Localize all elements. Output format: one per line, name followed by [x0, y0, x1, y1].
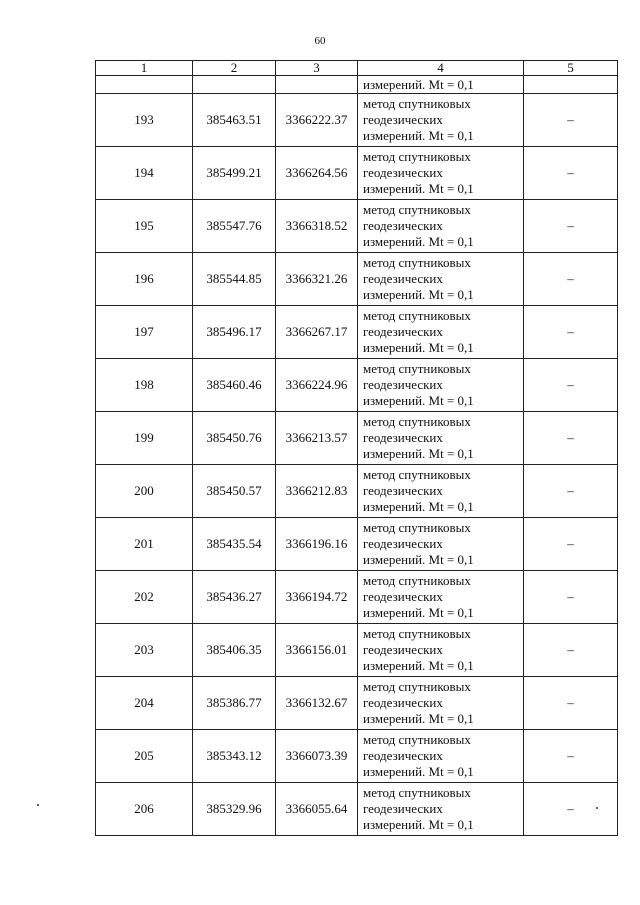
x-coordinate-cell: 385544.85 — [193, 253, 276, 306]
method-cell — [358, 306, 524, 359]
method-line: измерений. Mt = 0,1 — [363, 446, 474, 461]
method-line: геодезических — [363, 218, 443, 233]
note-cell: – — [524, 253, 618, 306]
x-coordinate-cell: 385435.54 — [193, 518, 276, 571]
cont-cell-2 — [193, 76, 276, 94]
note-cell: – — [524, 518, 618, 571]
method-line: метод спутниковых — [363, 202, 471, 217]
method-line: измерений. Mt = 0,1 — [363, 234, 474, 249]
table-row — [96, 359, 618, 412]
method-line: измерений. Mt = 0,1 — [363, 711, 474, 726]
method-line: метод спутниковых — [363, 732, 471, 747]
header-cell-3: 3 — [276, 61, 358, 76]
method-line: геодезических — [363, 324, 443, 339]
method-line: измерений. Mt = 0,1 — [363, 181, 474, 196]
method-line: измерений. Mt = 0,1 — [363, 393, 474, 408]
method-line: геодезических — [363, 589, 443, 604]
y-coordinate-cell: 3366213.57 — [276, 412, 358, 465]
method-line: метод спутниковых — [363, 785, 471, 800]
y-coordinate-cell: 3366073.39 — [276, 730, 358, 783]
y-coordinate-cell: 3366321.26 — [276, 253, 358, 306]
table-row — [96, 730, 618, 783]
method-line: измерений. Mt = 0,1 — [363, 499, 474, 514]
x-coordinate-cell: 385496.17 — [193, 306, 276, 359]
cont-method-text: измерений. Mt = 0,1 — [363, 77, 474, 92]
method-line: измерений. Mt = 0,1 — [363, 817, 474, 832]
method-cell — [358, 677, 524, 730]
y-coordinate-cell: 3366156.01 — [276, 624, 358, 677]
x-coordinate-cell: 385386.77 — [193, 677, 276, 730]
table-row — [96, 200, 618, 253]
table-row — [96, 783, 618, 836]
x-coordinate-cell: 385406.35 — [193, 624, 276, 677]
method-line: геодезических — [363, 801, 443, 816]
header-cell-2: 2 — [193, 61, 276, 76]
y-coordinate-cell: 3366222.37 — [276, 94, 358, 147]
method-line: геодезических — [363, 748, 443, 763]
method-cell — [358, 359, 524, 412]
point-number-cell: 198 — [96, 359, 193, 412]
y-coordinate-cell: 3366132.67 — [276, 677, 358, 730]
point-number-cell: 203 — [96, 624, 193, 677]
point-number-cell: 199 — [96, 412, 193, 465]
x-coordinate-cell: 385450.76 — [193, 412, 276, 465]
note-cell: – — [524, 730, 618, 783]
y-coordinate-cell: 3366318.52 — [276, 200, 358, 253]
cont-method-cell — [358, 76, 524, 94]
x-coordinate-cell: 385436.27 — [193, 571, 276, 624]
method-line: метод спутниковых — [363, 679, 471, 694]
cont-cell-5 — [524, 76, 618, 94]
method-cell — [358, 730, 524, 783]
method-line: метод спутниковых — [363, 573, 471, 588]
point-number-cell: 201 — [96, 518, 193, 571]
method-line: геодезических — [363, 430, 443, 445]
method-cell — [358, 200, 524, 253]
point-number-cell: 194 — [96, 147, 193, 200]
method-line: геодезических — [363, 536, 443, 551]
header-row — [96, 61, 618, 76]
method-line: измерений. Mt = 0,1 — [363, 552, 474, 567]
scan-speck — [37, 804, 39, 806]
page-number: 60 — [314, 35, 326, 47]
header-cell-1: 1 — [96, 61, 193, 76]
y-coordinate-cell: 3366224.96 — [276, 359, 358, 412]
method-line: метод спутниковых — [363, 308, 471, 323]
x-coordinate-cell: 385460.46 — [193, 359, 276, 412]
table-row — [96, 94, 618, 147]
method-line: метод спутниковых — [363, 255, 471, 270]
table-row — [96, 518, 618, 571]
point-number-cell: 196 — [96, 253, 193, 306]
x-coordinate-cell: 385463.51 — [193, 94, 276, 147]
table-row — [96, 253, 618, 306]
method-line: метод спутниковых — [363, 520, 471, 535]
note-cell: – — [524, 571, 618, 624]
note-cell: – — [524, 677, 618, 730]
method-line: геодезических — [363, 271, 443, 286]
method-line: измерений. Mt = 0,1 — [363, 764, 474, 779]
method-cell — [358, 571, 524, 624]
cont-cell-3 — [276, 76, 358, 94]
y-coordinate-cell: 3366212.83 — [276, 465, 358, 518]
table-row — [96, 306, 618, 359]
method-cell — [358, 412, 524, 465]
table-row — [96, 677, 618, 730]
method-line: метод спутниковых — [363, 361, 471, 376]
y-coordinate-cell: 3366267.17 — [276, 306, 358, 359]
header-cell-5: 5 — [524, 61, 618, 76]
note-cell: – — [524, 94, 618, 147]
y-coordinate-cell: 3366194.72 — [276, 571, 358, 624]
method-line: измерений. Mt = 0,1 — [363, 340, 474, 355]
note-cell: – — [524, 783, 618, 836]
method-cell — [358, 94, 524, 147]
method-cell — [358, 465, 524, 518]
point-number-cell: 206 — [96, 783, 193, 836]
method-line: метод спутниковых — [363, 414, 471, 429]
note-cell: – — [524, 200, 618, 253]
y-coordinate-cell: 3366055.64 — [276, 783, 358, 836]
method-line: метод спутниковых — [363, 149, 471, 164]
table-row — [96, 147, 618, 200]
y-coordinate-cell: 3366196.16 — [276, 518, 358, 571]
method-line: геодезических — [363, 642, 443, 657]
table-row — [96, 412, 618, 465]
note-cell: – — [524, 306, 618, 359]
table-row — [96, 571, 618, 624]
scan-speck — [596, 807, 598, 809]
method-line: измерений. Mt = 0,1 — [363, 658, 474, 673]
point-number-cell: 205 — [96, 730, 193, 783]
note-cell: – — [524, 147, 618, 200]
continuation-row — [96, 76, 618, 94]
note-cell: – — [524, 359, 618, 412]
method-line: геодезических — [363, 695, 443, 710]
x-coordinate-cell: 385329.96 — [193, 783, 276, 836]
method-line: геодезических — [363, 112, 443, 127]
method-line: измерений. Mt = 0,1 — [363, 605, 474, 620]
point-number-cell: 202 — [96, 571, 193, 624]
method-line: геодезических — [363, 165, 443, 180]
point-number-cell: 197 — [96, 306, 193, 359]
method-line: измерений. Mt = 0,1 — [363, 128, 474, 143]
point-number-cell: 193 — [96, 94, 193, 147]
x-coordinate-cell: 385547.76 — [193, 200, 276, 253]
cont-cell-1 — [96, 76, 193, 94]
method-line: геодезических — [363, 483, 443, 498]
point-number-cell: 200 — [96, 465, 193, 518]
method-cell — [358, 147, 524, 200]
note-cell: – — [524, 412, 618, 465]
method-line: метод спутниковых — [363, 626, 471, 641]
method-line: геодезических — [363, 377, 443, 392]
note-cell: – — [524, 465, 618, 518]
method-cell — [358, 518, 524, 571]
method-line: измерений. Mt = 0,1 — [363, 287, 474, 302]
note-cell: – — [524, 624, 618, 677]
method-cell — [358, 783, 524, 836]
y-coordinate-cell: 3366264.56 — [276, 147, 358, 200]
method-line: метод спутниковых — [363, 96, 471, 111]
table-row — [96, 465, 618, 518]
table-row — [96, 624, 618, 677]
x-coordinate-cell: 385343.12 — [193, 730, 276, 783]
method-cell — [358, 253, 524, 306]
coordinates-table — [95, 60, 618, 836]
point-number-cell: 204 — [96, 677, 193, 730]
method-cell — [358, 624, 524, 677]
method-line: метод спутниковых — [363, 467, 471, 482]
x-coordinate-cell: 385450.57 — [193, 465, 276, 518]
header-cell-4: 4 — [358, 61, 524, 76]
x-coordinate-cell: 385499.21 — [193, 147, 276, 200]
point-number-cell: 195 — [96, 200, 193, 253]
